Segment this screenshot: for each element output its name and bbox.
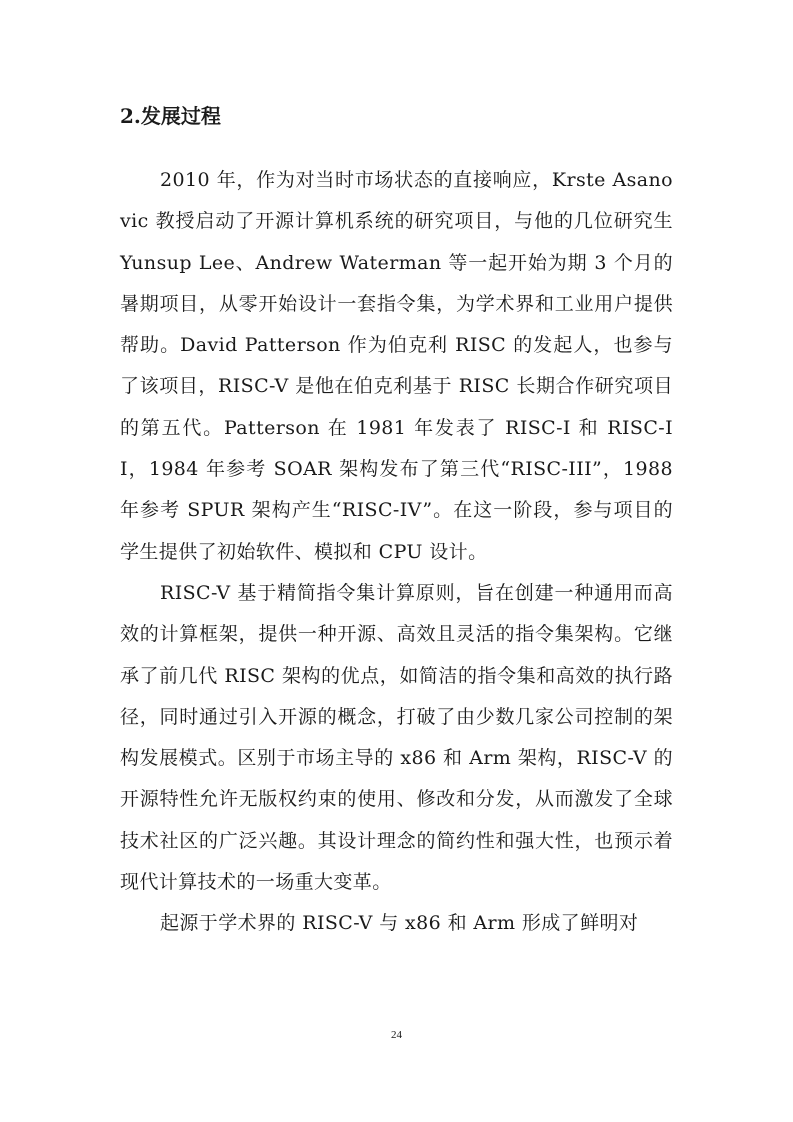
section-heading: 2.发展过程 [120,104,221,128]
document-page [120,0,673,1122]
paragraph-comparison: 起源于学术界的 RISC-V 与 x86 和 Arm 形成了鲜明对 [160,912,639,935]
paragraph-risc-v-principles: RISC-V 基于精简指令集计算原则，旨在创建一种通用而高效的计算框架，提供一种开源、高效且灵活的指令集架构。它继承了前几代 RISC 架构的优点，如简洁的指令集和高效的执行路径，同时通过引入开源的概念，打破了由少数几家公司控制的架构发展模式。区别于市场主导的 x86 和 Arm 架构，RISC-V 的开源特性允许无版权约束的使用、修改和分发，从而激发了全球技术社区的广泛兴趣。其设计理念的简约性和强大性，也预示着现代计算技术的一场重大变革。 [120,581,673,894]
body-text [120,160,673,945]
paragraph-history: 2010 年，作为对当时市场状态的直接响应，Krste Asanovic 教授启动了开源计算机系统的研究项目，与他的几位研究生 Yunsup Lee、Andrew Waterman 等一起开始为期 3 个月的暑期项目，从零开始设计一套指令集，为学术界和工业用户提供帮助。David Patterson 作为伯克利 RISC 的发起人，也参与了该项目，RISC-V 是他在伯克利基于 RISC 长期合作研究项目的第五代。Patterson 在 1981 年发表了 RISC-I 和 RISC-II，1984 年参考 SOAR 架构发布了第三代“RISC-III”，1988 年参考 SPUR 架构产生“RISC-IV”。在这一阶段，参与项目的学生提供了初始软件、模拟和 CPU 设计。 [120,169,673,563]
page-number: 24 [391,1029,402,1041]
